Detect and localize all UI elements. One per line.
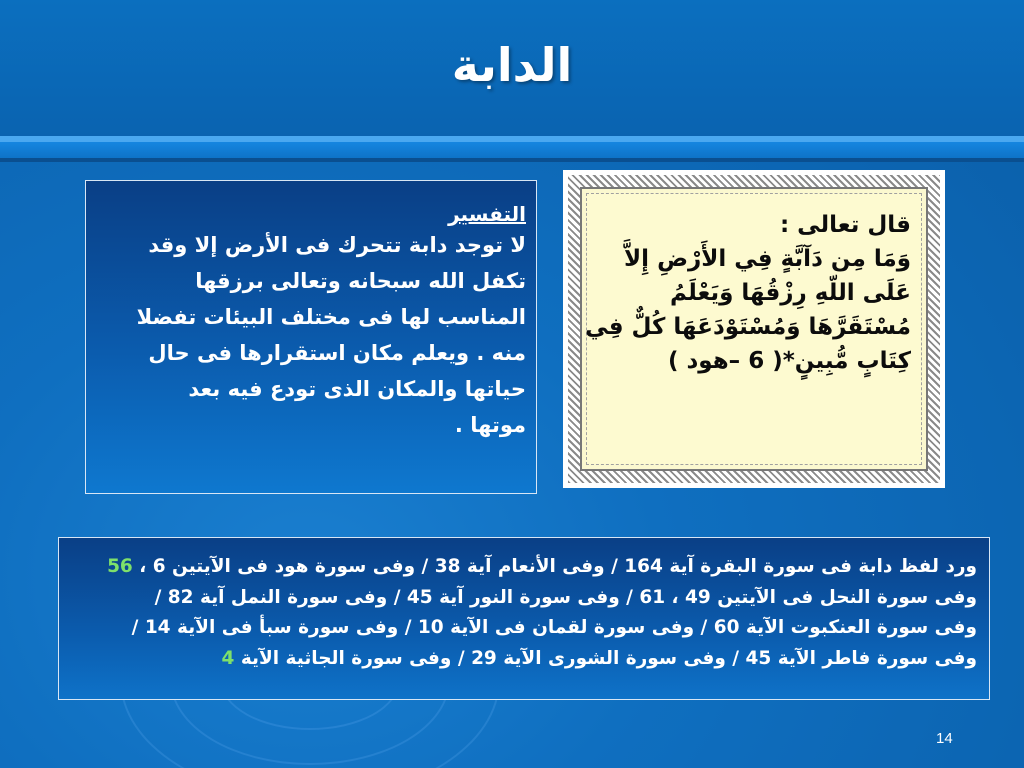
header-rule-middle	[0, 142, 1024, 158]
occurrence-number-highlight: 4	[221, 647, 235, 669]
occurrence-number-highlight: 56	[107, 556, 133, 577]
occurrence-text: ورد لفظ دابة فى سورة البقرة آية 164 / وفى الأنعام آية 38 / وفى سورة هود فى الآيتين 6 ،	[132, 556, 977, 577]
quran-verse-panel	[586, 193, 922, 465]
slide-title: الدابة	[451, 38, 573, 92]
occurrence-line	[69, 644, 977, 675]
quran-verse-line: عَلَى اللّهِ رِزْقُهَا وَيَعْلَمُ	[670, 280, 911, 306]
ornamental-border	[568, 175, 940, 483]
quran-verse-line: كِتَابٍ مُّبِينٍ*( 6 –هود )	[667, 348, 911, 374]
occurrence-line	[69, 552, 977, 583]
tafsir-line: تكفل الله سبحانه وتعالى برزقها	[195, 269, 526, 293]
occurrence-text: وفى سورة العنكبوت الآية 60 / وفى سورة لقمان فى الآية 10 / وفى سورة سبأ فى الآية 14 /	[131, 617, 977, 638]
quran-verse-frame	[563, 170, 945, 488]
occurrence-text: وفى سورة فاطر الآية 45 / وفى سورة الشورى الآية 29 / وفى سورة الجاثية الآية	[234, 647, 977, 669]
occurrence-line	[69, 613, 977, 644]
tafsir-line: المناسب لها فى مختلف البيئات تفضلا	[136, 305, 526, 329]
tafsir-line: حياتها والمكان الذى تودع فيه بعد	[188, 377, 526, 401]
occurrence-line	[69, 583, 977, 614]
quran-verse-line: مُسْتَقَرَّهَا وَمُسْتَوْدَعَهَا كُلٌّ فِي	[585, 314, 911, 340]
quran-verse-line: وَمَا مِن دَآبَّةٍ فِي الأَرْضِ إِلاَّ	[624, 246, 911, 272]
header-rule-bottom	[0, 158, 1024, 162]
occurrences-box	[58, 537, 990, 700]
tafsir-heading: التفسير	[448, 202, 526, 226]
page-number: 14	[936, 730, 953, 747]
occurrence-text: وفى سورة النحل فى الآيتين 49 ، 61 / وفى سورة النور آية 45 / وفى سورة النمل آية 82 /	[154, 586, 977, 608]
tafsir-text	[102, 227, 526, 443]
tafsir-line: لا توجد دابة تتحرك فى الأرض إلا وقد	[148, 233, 526, 257]
tafsir-line: موتها .	[454, 413, 526, 437]
tafsir-box	[85, 180, 537, 494]
quran-intro: قال تعالى :	[779, 212, 911, 238]
tafsir-line: منه . ويعلم مكان استقرارها فى حال	[148, 341, 526, 365]
